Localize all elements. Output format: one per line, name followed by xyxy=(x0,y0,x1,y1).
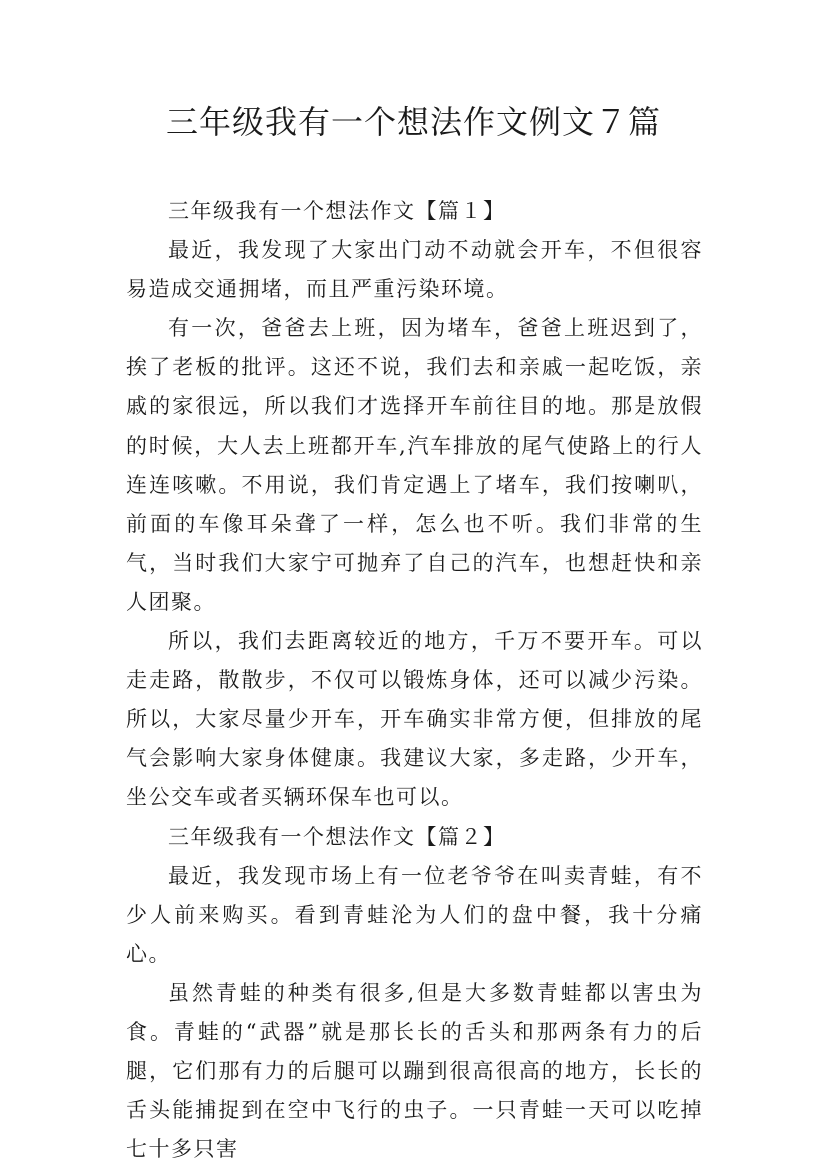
body-paragraph: 有一次，爸爸去上班，因为堵车，爸爸上班迟到了，挨了老板的批评。这还不说，我们去和亲戚一起吃饭，亲戚的家很远，所以我们才选择开车前往目的地。那是放假的时候，大人去上班都开车,汽车排放的尾气使路上的行人连连咳嗽。不用说，我们肯定遇上了堵车，我们按喇叭，前面的车像耳朵聋了一样，怎么也不听。我们非常的生气，当时我们大家宁可抛弃了自己的汽车，也想赶快和亲人团聚。 xyxy=(126,316,703,614)
document-title: 三年级我有一个想法作文例文７篇 xyxy=(165,103,661,141)
body-paragraph: 虽然青蛙的种类有很多,但是大多数青蛙都以害虫为食。青蛙的“武器”就是那长长的舌头和那两条有力的后腿，它们那有力的后腿可以蹦到很高很高的地方，长长的舌头能捕捉到在空中飞行的虫子。一只青蛙一天可以吃掉七十多只害 xyxy=(126,980,703,1162)
section-heading: 三年级我有一个想法作文【篇１】 xyxy=(168,199,506,223)
document-body xyxy=(126,192,703,1169)
body-paragraph: 所以，我们去距离较近的地方，千万不要开车。可以走走路，散散步，不仅可以锻炼身体，还可以减少污染。所以，大家尽量少开车，开车确实非常方便，但排放的尾气会影响大家身体健康。我建议大家，多走路，少开车，坐公交车或者买辆环保车也可以。 xyxy=(126,629,703,810)
body-paragraph: 最近，我发现了大家出门动不动就会开车，不但很容易造成交通拥堵，而且严重污染环境。 xyxy=(126,238,703,302)
section-heading: 三年级我有一个想法作文【篇２】 xyxy=(168,824,506,849)
body-paragraph: 最近，我发现市场上有一位老爷爷在叫卖青蛙，有不少人前来购买。看到青蛙沦为人们的盘中餐，我十分痛心。 xyxy=(126,863,703,966)
